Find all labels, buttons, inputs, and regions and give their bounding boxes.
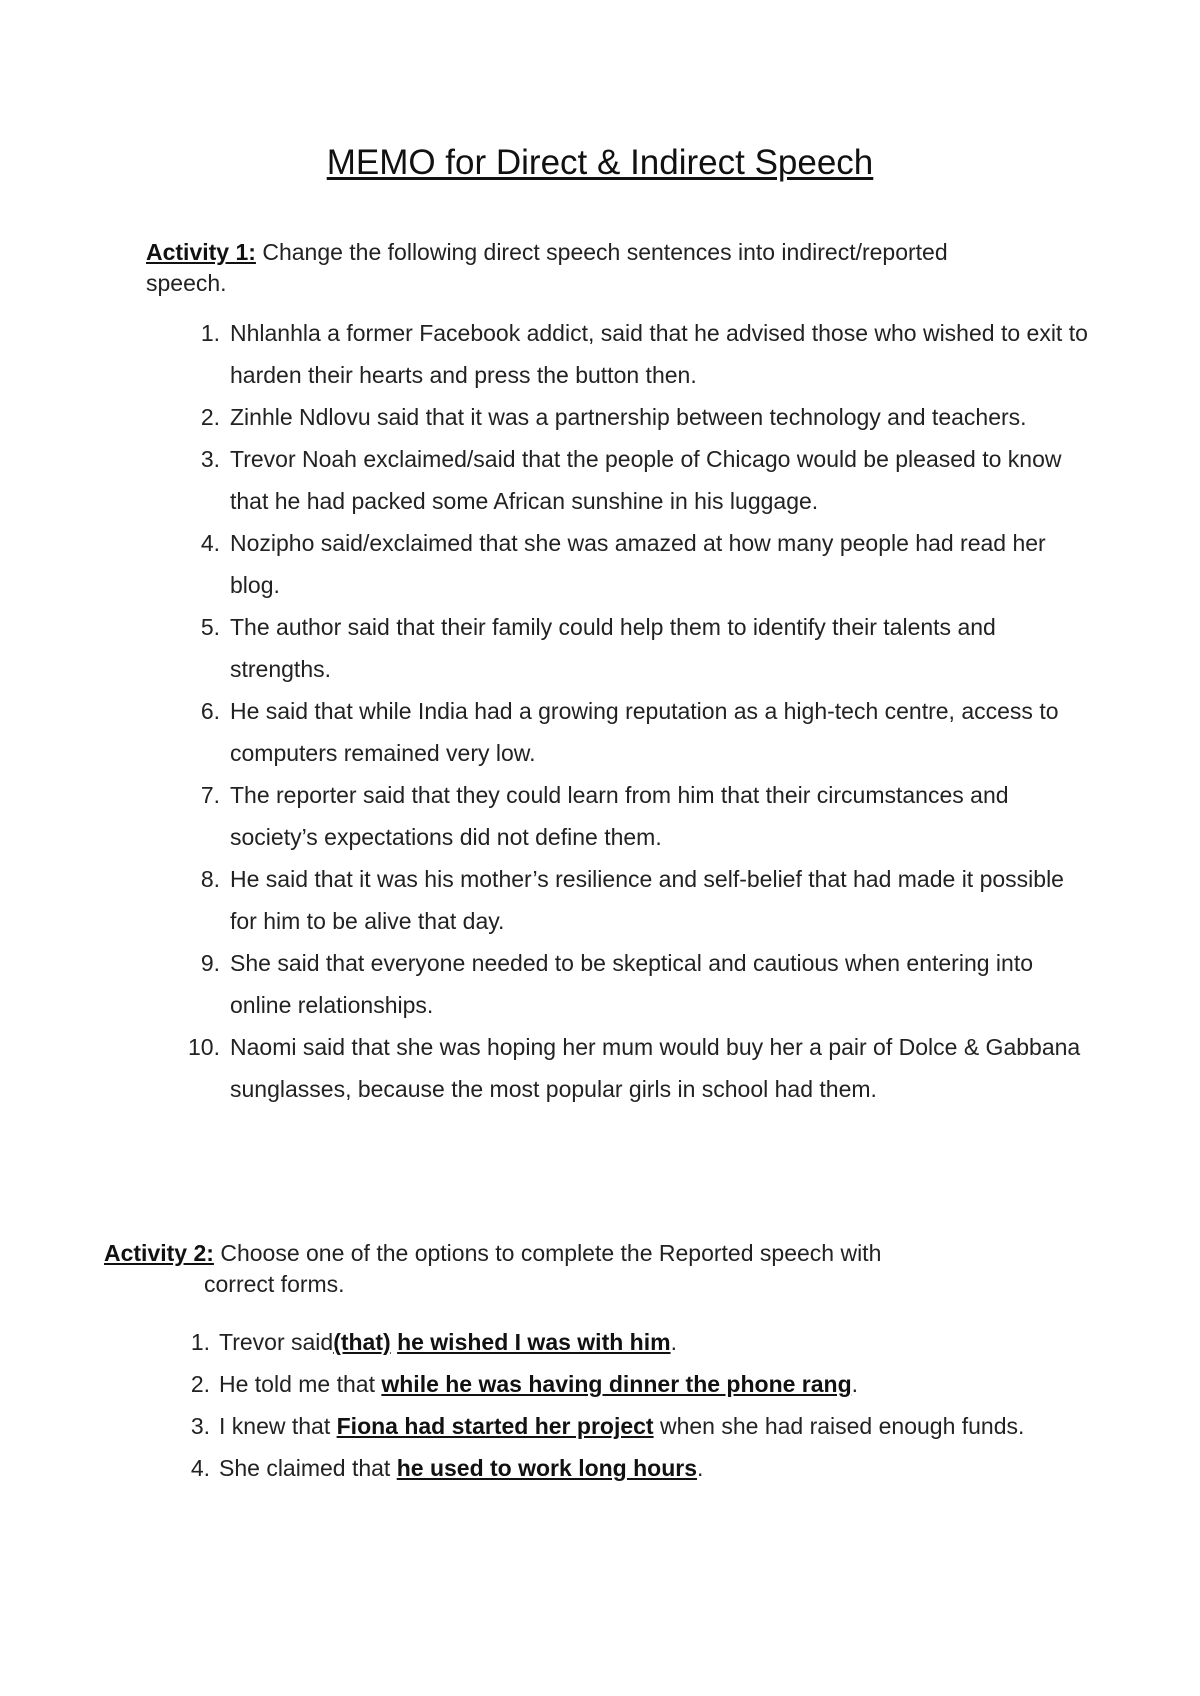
item-text: He said that it was his mother’s resilience and self-belief that had made it possible for him to be alive that day.	[230, 866, 1064, 934]
activity-2-answer-list	[190, 1321, 1079, 1489]
list-item	[190, 1405, 1079, 1447]
activity-2-instruction-text: Choose one of the options to complete the Reported speech with	[220, 1240, 882, 1266]
item-prefix: He told me that	[219, 1371, 382, 1397]
item-prefix: I knew that	[219, 1413, 337, 1439]
item-answer: he used to work long hours	[396, 1455, 698, 1481]
item-prefix: She claimed that	[219, 1455, 397, 1481]
item-suffix: .	[670, 1329, 677, 1355]
item-text: The author said that their family could help them to identify their talents and strengths.	[230, 614, 996, 682]
list-item	[200, 312, 1090, 396]
item-text: Zinhle Ndlovu said that it was a partnership between technology and teachers.	[230, 404, 1027, 430]
activity-2-label: Activity 2:	[104, 1240, 214, 1266]
list-item	[200, 522, 1090, 606]
activity-1-instruction	[146, 237, 1026, 299]
activity-2-instruction-continued: correct forms.	[204, 1271, 345, 1297]
list-item	[200, 606, 1090, 690]
activity-1-label: Activity 1:	[146, 239, 256, 265]
item-number: 4.	[190, 1455, 210, 1481]
item-text: The reporter said that they could learn from him that their circumstances and society’s expectations did not define them.	[230, 782, 1009, 850]
item-number: 2.	[200, 404, 220, 430]
item-text: Nhlanhla a former Facebook addict, said that he advised those who wished to exit to harden their hearts and press the button then.	[230, 320, 1088, 388]
list-item	[200, 438, 1090, 522]
item-number: 8.	[200, 866, 220, 892]
item-number: 1.	[200, 320, 220, 346]
item-text: He said that while India had a growing reputation as a high-tech centre, access to computers remained very low.	[230, 698, 1059, 766]
item-answer: while he was having dinner the phone rang	[381, 1371, 852, 1397]
item-number: 3.	[190, 1413, 210, 1439]
list-item	[190, 1321, 1079, 1363]
item-number: 10.	[188, 1034, 220, 1060]
item-text: Nozipho said/exclaimed that she was amazed at how many people had read her blog.	[230, 530, 1046, 598]
item-number: 3.	[200, 446, 220, 472]
item-text: Naomi said that she was hoping her mum would buy her a pair of Dolce & Gabbana sunglasses, because the most popular girls in school had them.	[230, 1034, 1081, 1102]
list-item	[190, 1447, 1079, 1489]
item-number: 1.	[190, 1329, 210, 1355]
list-item	[200, 942, 1090, 1026]
item-suffix: .	[851, 1371, 859, 1397]
item-answer-that: (that)	[333, 1329, 391, 1355]
item-number: 2.	[190, 1371, 210, 1397]
list-item	[190, 1363, 1079, 1405]
page-title: MEMO for Direct & Indirect Speech	[326, 143, 874, 182]
item-text: Trevor Noah exclaimed/said that the people of Chicago would be pleased to know that he had packed some African sunshine in his luggage.	[230, 446, 1062, 514]
item-suffix: when she had raised enough funds.	[653, 1413, 1025, 1439]
activity-2-instruction	[104, 1238, 1064, 1300]
list-item	[200, 690, 1090, 774]
item-prefix: Trevor said	[219, 1329, 334, 1355]
list-item	[200, 396, 1090, 438]
item-number: 9.	[200, 950, 220, 976]
list-item	[200, 774, 1090, 858]
activity-1-answer-list	[188, 312, 1090, 1110]
activity-1-instruction-text: Change the following direct speech sentences into indirect/reported speech.	[146, 239, 948, 296]
item-suffix: .	[697, 1455, 704, 1481]
item-number: 4.	[200, 530, 220, 556]
item-answer: Fiona had started her project	[336, 1413, 654, 1439]
item-number: 7.	[200, 782, 220, 808]
item-number: 6.	[200, 698, 220, 724]
list-item	[200, 858, 1090, 942]
item-number: 5.	[200, 614, 220, 640]
list-item	[188, 1026, 1090, 1110]
item-answer: he wished I was with him	[397, 1329, 671, 1355]
item-text: She said that everyone needed to be skeptical and cautious when entering into online relationships.	[230, 950, 1034, 1018]
